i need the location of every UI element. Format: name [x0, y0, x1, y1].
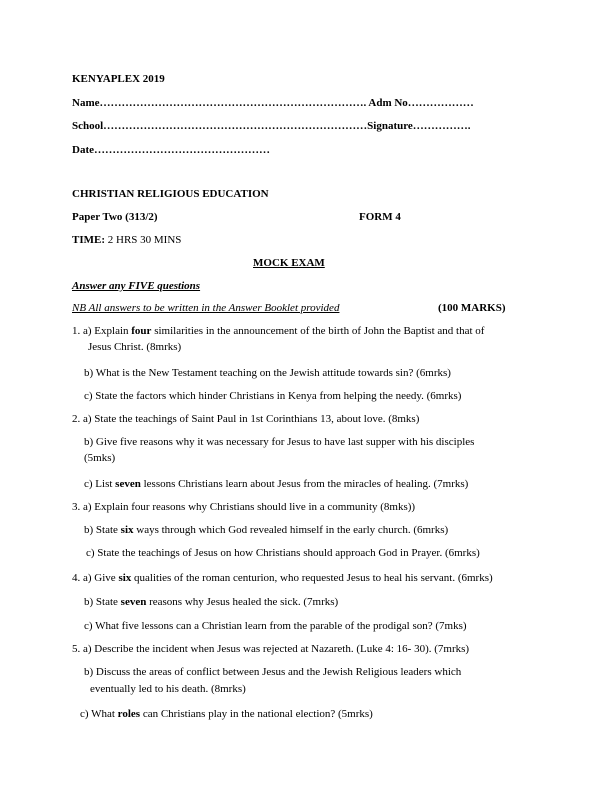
time-value: 2 HRS 30 MINS	[107, 234, 182, 246]
question-5b-cont: eventually led to his death. (8mrks)	[90, 683, 246, 695]
school-signature-field: School………………………………………………………………Signature…………….	[72, 120, 471, 132]
question-5b: b) Discuss the areas of conflict between Jesus and the Jewish Religious leaders which	[84, 666, 462, 678]
question-3a: 3. a) Explain four reasons why Christians should live in a community (8mks))	[72, 501, 416, 513]
name-adm-field: Name………………………………………………………………. Adm No………………	[72, 97, 474, 109]
subject-title: CHRISTIAN RELIGIOUS EDUCATION	[72, 188, 269, 200]
question-1b: b) What is the New Testament teaching on the Jewish attitude towards sin? (6mrks)	[84, 367, 451, 379]
date-field: Date…………………………………………	[72, 144, 270, 156]
question-4a: 4. a) Give six qualities of the roman centurion, who requested Jesus to heal his servant. (6mrks)	[72, 572, 493, 584]
question-4b: b) State seven reasons why Jesus healed the sick. (7mrks)	[84, 596, 339, 608]
question-5a: 5. a) Describe the incident when Jesus was rejected at Nazareth. (Luke 4: 16- 30). (7mrks)	[72, 643, 470, 655]
total-marks: (100 MARKS)	[438, 302, 506, 314]
paper-code: Paper Two (313/2)	[72, 211, 158, 223]
question-1c: c) State the factors which hinder Christians in Kenya from helping the needy. (6mrks)	[84, 390, 462, 402]
question-2b-cont: (5mks)	[84, 452, 116, 464]
question-2c: c) List seven lessons Christians learn about Jesus from the miracles of healing. (7mrks)	[84, 478, 469, 490]
answer-booklet-note: NB All answers to be written in the Answer Booklet provided	[72, 302, 340, 314]
question-2a: 2. a) State the teachings of Saint Paul in 1st Corinthians 13, about love. (8mks)	[72, 413, 420, 425]
form-level: FORM 4	[359, 211, 401, 223]
time-allowed	[72, 234, 181, 247]
question-2b: b) Give five reasons why it was necessary for Jesus to have last supper with his disciples	[84, 436, 475, 448]
question-3c: c) State the teachings of Jesus on how Christians should approach God in Prayer. (6mrks)	[86, 547, 480, 559]
exam-type: MOCK EXAM	[253, 257, 325, 269]
question-3b: b) State six ways through which God revealed himself in the early church. (6mrks)	[84, 524, 449, 536]
question-1a: 1. a) Explain four similarities in the announcement of the birth of John the Baptist and that of	[72, 325, 485, 337]
instruction: Answer any FIVE questions	[72, 280, 201, 292]
question-4c: c) What five lessons can a Christian learn from the parable of the prodigal son? (7mks)	[84, 620, 467, 632]
question-1a-cont: Jesus Christ. (8mrks)	[88, 341, 182, 353]
time-label: TIME:	[72, 234, 105, 246]
school-brand: KENYAPLEX 2019	[72, 73, 165, 85]
question-5c: c) What roles can Christians play in the national election? (5mrks)	[80, 708, 373, 720]
